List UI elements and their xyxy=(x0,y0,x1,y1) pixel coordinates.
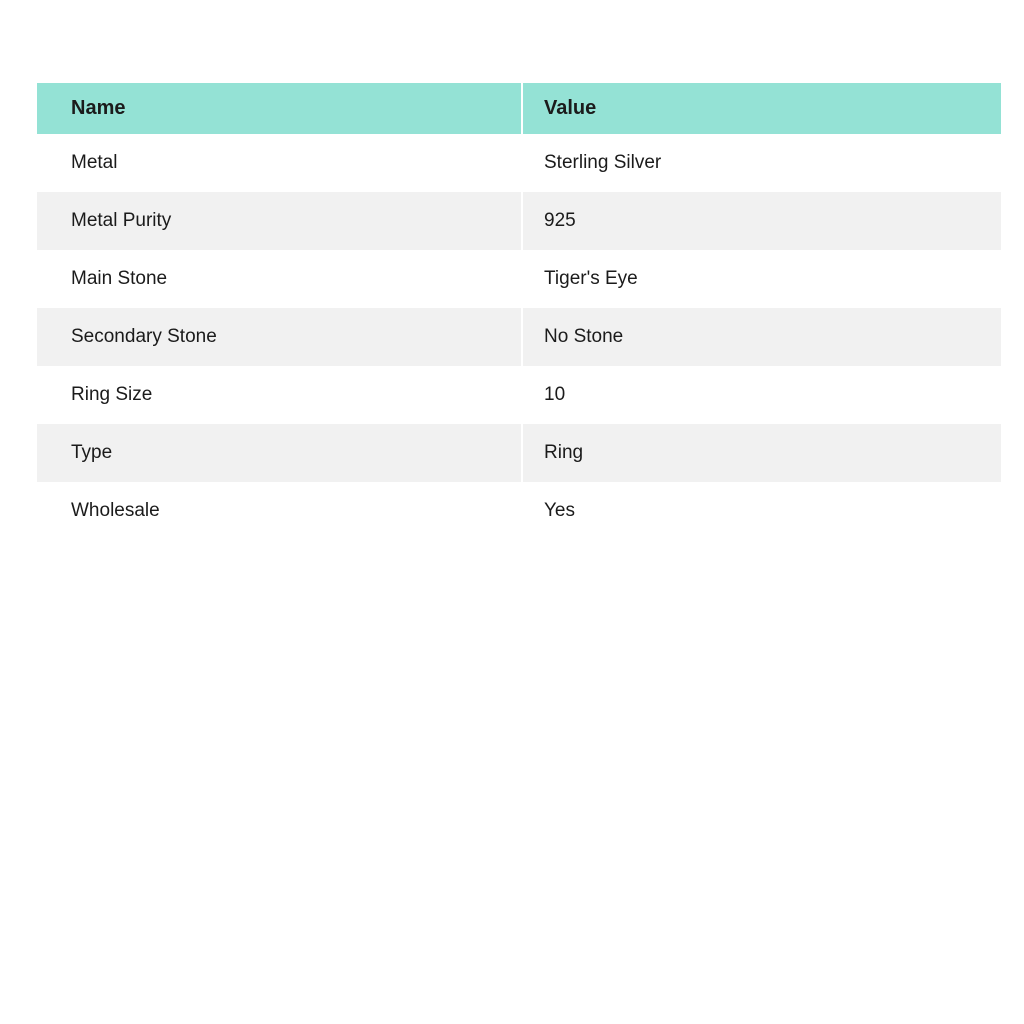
attribute-value-cell: 925 xyxy=(523,192,1001,250)
attribute-name-cell: Wholesale xyxy=(37,482,523,540)
attribute-name-cell: Secondary Stone xyxy=(37,308,523,366)
table-row xyxy=(37,250,1001,308)
attribute-value-cell: Ring xyxy=(523,424,1001,482)
column-header-name: Name xyxy=(37,83,523,134)
table-header-row xyxy=(37,83,1001,134)
product-spec-table xyxy=(37,83,1001,540)
table-row xyxy=(37,134,1001,192)
attribute-value-cell: Tiger's Eye xyxy=(523,250,1001,308)
column-header-value: Value xyxy=(523,83,1001,134)
table-row xyxy=(37,482,1001,540)
attribute-name-cell: Metal xyxy=(37,134,523,192)
attribute-value-cell: Sterling Silver xyxy=(523,134,1001,192)
attribute-value-cell: Yes xyxy=(523,482,1001,540)
attributes-table xyxy=(37,83,1001,540)
attribute-name-cell: Metal Purity xyxy=(37,192,523,250)
attribute-name-cell: Type xyxy=(37,424,523,482)
table-row xyxy=(37,308,1001,366)
attribute-value-cell: No Stone xyxy=(523,308,1001,366)
attribute-value-cell: 10 xyxy=(523,366,1001,424)
table-header-row xyxy=(37,83,1001,134)
attribute-name-cell: Main Stone xyxy=(37,250,523,308)
table-row xyxy=(37,424,1001,482)
table-row xyxy=(37,366,1001,424)
attribute-name-cell: Ring Size xyxy=(37,366,523,424)
table-row xyxy=(37,192,1001,250)
